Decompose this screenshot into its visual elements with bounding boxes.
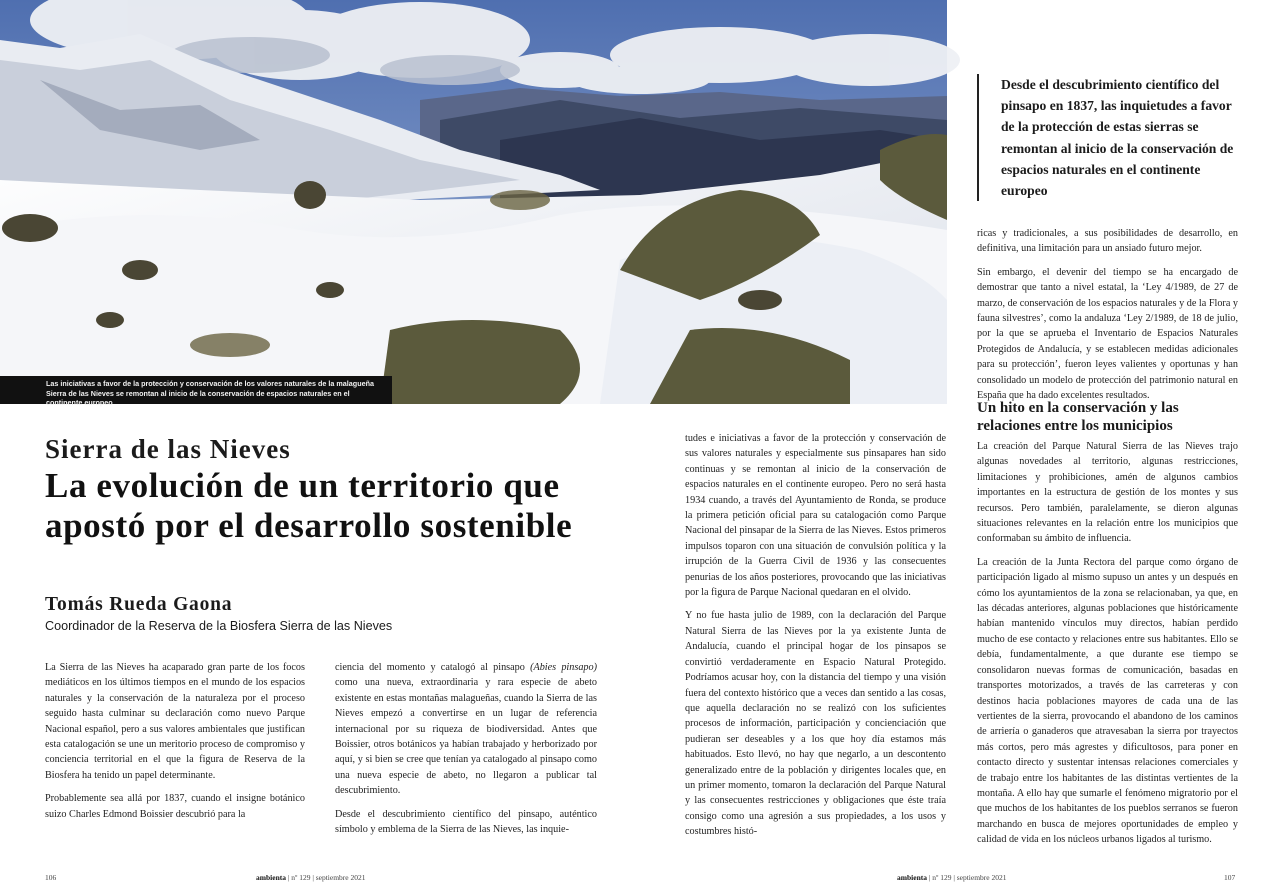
section-subhead: Un hito en la conservación y las relaciones entre los municipios (977, 400, 1179, 434)
page-number-left: 106 (45, 873, 57, 882)
magazine-name: ambienta (256, 873, 286, 882)
article-author: Tomás Rueda Gaona (45, 594, 233, 615)
paragraph: Sin embargo, el devenir del tiempo se ha encargado de demostrar que tanto a nivel estatal, la ‘Ley 4/1989, de 27 de marzo, de conservación de los espacios naturales y de la Flora y fauna silvestres’, como la andaluza ‘Ley 2/1989, de 18 de julio, por la que se aprueba el Inventario de Espacios Naturales Protegidos de Andalucía, y se establecen medidas adicionales para su protección’, fueron leyes valientes y oportunas y han consolidado un modelo de protección del patrimonio natural en España que ha dado excelentes resultados. (977, 266, 1238, 402)
magazine-name: ambienta (897, 873, 927, 882)
body-column-2 (335, 660, 597, 836)
body-column-3 (685, 431, 946, 836)
issue-info: | nº 129 | septiembre 2021 (928, 873, 1007, 882)
text-run: ciencia del momento y catalogó al pinsapo (335, 662, 531, 673)
body-column-4-top (977, 226, 1238, 402)
paragraph: ricas y tradicionales, a sus posibilidades de desarrollo, en definitiva, una limitación para un ansiado futuro mejor. (977, 228, 1238, 255)
footer-left-credit (256, 873, 365, 882)
article-kicker: Sierra de las Nieves (45, 434, 291, 464)
paragraph (335, 660, 597, 799)
page-number-right: 107 (1224, 873, 1236, 882)
photo-caption: Las iniciativas a favor de la protección y conservación de los valores naturales de la malagueña Sierra de las Nieves se remontan al inicio de la conservación de espacios naturales en el continente europeo (0, 376, 392, 404)
paragraph: Desde el descubrimiento científico del pinsapo, auténtico símbolo y emblema de la Sierra de las Nieves, las inquie- (335, 808, 597, 836)
pull-quote: Desde el descubrimiento científico del pinsapo en 1837, las inquietudes a favor de la protección de estas sierras se remontan al inicio de la conservación de espacios naturales en el continente europeo (977, 74, 1237, 201)
paragraph: La creación de la Junta Rectora del parque como órgano de participación ligado al mismo supuso un antes y un después en cómo los ayuntamientos de la zona se relacionaban, ya que, en las décadas anteriores, algunas poblaciones que históricamente habían mantenido vínculos muy directos, habían perdido mucho de ese contacto y relaciones entre sus habitantes. Ello se debía, fundamentalmente, a que durante ese tiempo se consolidaron nuevas formas de comunicación, basadas en transportes motorizados, a través de las carreteras y con destinos hacia poblaciones mayores de cada una de las vertientes de la sierra, provocando el abandono de los caminos de arriería o ganaderos que atravesaban la sierra por trayectos más cortos, pero más agrestes y dificultosos, para poner en contacto directo y sustentar intensas relaciones comerciales y de trabajo entre los habitantes de las distintas vertientes de la montaña. A ello hay que sumarle el fenómeno migratorio por el que muchos de los habitantes de los pueblos serranos se fueron marchando en busca de mejores oportunidades de empleo y calidad de vida en los núcleos urbanos ligados al turismo. (977, 556, 1238, 846)
paragraph: La Sierra de las Nieves ha acaparado gran parte de los focos mediáticos en los últimos tiempos en el mundo de los espacios naturales y la conservación de la naturaleza por el proceso seguido hasta culminar su declaración como nuevo Parque Nacional español, pero a sus valores ambientales que justifican esta catalogación se une un meritorio proceso de compromiso y conciencia territorial en el que la figura de Reserva de la Biosfera ha tenido un papel determinante. (45, 662, 305, 781)
paragraph: Probablemente sea allá por 1837, cuando el insigne botánico suizo Charles Edmond Boissier descubrió para la (45, 793, 305, 820)
paragraph: Y no fue hasta julio de 1989, con la declaración del Parque Natural Sierra de las Nieves por la ya existente Junta de Andalucía, cuando el principal hogar de los pinsapos se convirtió verdaderamente en Espacio Natural Protegido. Podríamos acusar hoy, con la distancia del tiempo y una visión fuera del contexto histórico que a veces dan sentido a las cosas, que aquella declaración no se realizó con los suficientes procesos de información, participación y concienciación que pudieran ser deseables y a los que hoy día estamos más habituados. Esto llevó, no hay que negarlo, a un descontento generalizado entre de la población y dirigentes locales que, en un primer momento, tomaron la declaración del Parque Natural y las consecuentes restricciones y obligaciones que éste traía consigo como una agresión a sus propiedades, a los usos y costumbres histó- (685, 610, 946, 838)
body-column-1 (45, 660, 305, 830)
issue-info: | nº 129 | septiembre 2021 (287, 873, 366, 882)
hero-photo (0, 0, 947, 407)
paragraph: La creación del Parque Natural Sierra de las Nieves trajo algunas novedades al territorio, algunas restricciones, limitaciones y prohibiciones, amén de algunos cambios importantes en la estructura de gestión de los montes y sus recursos. Pero también, paralelamente, se dieron algunas situaciones relevantes en la relación entre los municipios que conformaban su ámbito de influencia. (977, 441, 1238, 545)
species-name: (Abies pinsapo) (530, 662, 597, 673)
paragraph: tudes e iniciativas a favor de la protección y conservación de sus valores naturales y especialmente sus pinsapares han sido continuas y se remontan al inicio de la conservación de espacios naturales en el continente europeo. Pero no será hasta 1934 cuando, a través del Ayuntamiento de Ronda, se produce la primera petición oficial para su catalogación como Parque Nacional del pinsapar de la Sierra de las Nieves. Estos primeros impulsos toparon con una situación de convulsión política y la irrupción de la Guerra Civil de 1936 y las consecuentes penurias de los años posteriores, provocando que las iniciativas por la figura de Parque Nacional quedaran en el olvido. (685, 433, 946, 599)
author-role: Coordinador de la Reserva de la Biosfera Sierra de las Nieves (45, 619, 393, 633)
article-title: La evolución de un territorio que apostó por el desarrollo sostenible (45, 466, 573, 545)
snowy-mountain-landscape (0, 0, 947, 404)
footer-right-credit (897, 873, 1006, 882)
body-column-4-bottom (977, 439, 1238, 846)
text-run: como una nueva, extraordinaria y rara especie de abeto existente en estas montañas malagueñas, cuando la Sierra de las Nieves empezó a convertirse en un lugar de referencia internacional por su riqueza de biodiversidad. Antes que Boissier, otros botánicos ya habían trabajado y herborizado por aquí, y si bien se cree que tenían ya catalogado al pinsapo como una nueva especie de abeto, no llegaron a publicar tal descubrimiento. (335, 677, 597, 797)
